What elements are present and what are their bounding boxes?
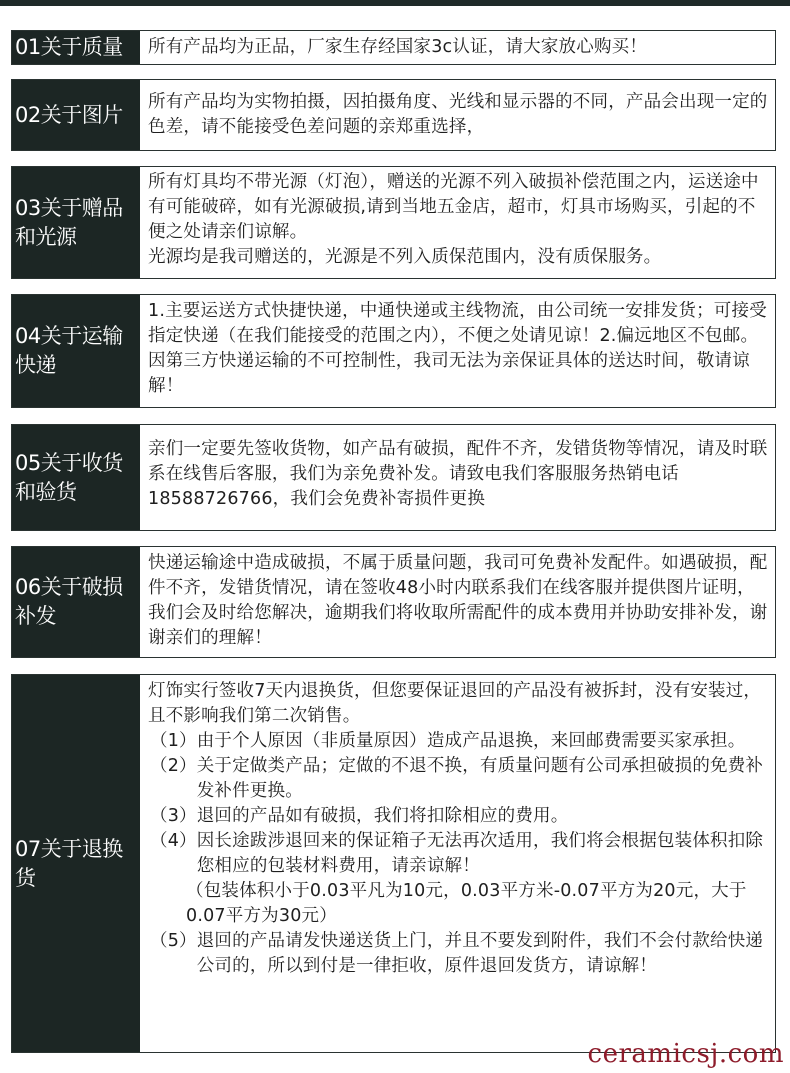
section-content	[140, 295, 775, 407]
section-text: 亲们一定要先签收货物，如产品有破损，配件不齐，发错货物等情况，请及时联系在线售后客服，我们为亲免费补发。请致电我们客服服务热销电话18588726766，我们会免费补寄损件更换	[148, 439, 768, 509]
list-item-text: 关于定做类产品；定做的不退不换，有质量问题有公司承担破损的免费补发补件更换。	[196, 756, 764, 801]
section-damage	[11, 546, 776, 658]
list-item-text: 由于个人原因（非质量原因）造成产品退换，来回邮费需要买家承担。	[196, 731, 746, 751]
list-item-text: 因长途跋涉退回来的保证箱子无法再次适用，我们将会根据包装体积扣除您相应的包装材料费用，请亲谅解！	[196, 831, 764, 876]
section-returns	[11, 674, 776, 1053]
section-content	[140, 547, 775, 657]
list-item	[148, 804, 769, 829]
list-item	[148, 754, 769, 804]
list-item-number: （2）	[150, 756, 197, 776]
list-item-number: （1）	[150, 731, 197, 751]
section-quality	[11, 30, 776, 65]
section-label: 02关于图片	[12, 80, 140, 150]
section-label: 05关于收货和验货	[12, 425, 140, 530]
section-label: 01关于质量	[12, 31, 140, 64]
list-item-number: （5）	[150, 931, 197, 951]
list-item-text: 退回的产品请发快递送货上门，并且不要发到附件，我们不会付款给快递公司的，所以到付是一律拒收，原件退回发货方，请谅解！	[196, 931, 764, 976]
list-item	[148, 729, 769, 754]
section-label: 07关于退换货	[12, 675, 140, 1052]
list-item	[148, 829, 769, 879]
section-content	[140, 425, 775, 530]
section-text: 所有产品均为实物拍摄，因拍摄角度、光线和显示器的不同，产品会出现一定的色差，请不能接受色差问题的亲郑重选择，	[148, 92, 768, 137]
watermark: ceramicsj.com	[587, 1039, 784, 1069]
section-label: 03关于赠品和光源	[12, 167, 140, 278]
section-text: 快递运输途中造成破损，不属于质量问题，我司可免费补发配件。如遇破损，配件不齐，发错货情况，请在签收48小时内联系我们在线客服并提供图片证明，我们会及时给您解决，逾期我们将收取所需配件的成本费用并协助安排补发，谢谢亲们的理解！	[148, 553, 768, 648]
section-receiving	[11, 424, 776, 531]
section-pictures	[11, 79, 776, 151]
section-text: 光源均是我司赠送的，光源是不列入质保范围内，没有质保服务。	[148, 247, 662, 267]
price-note: （包装体积小于0.03平凡为10元，0.03平方米-0.07平方为20元，大于0.07平方为30元）	[186, 881, 747, 926]
section-content	[140, 80, 775, 150]
section-shipping	[11, 294, 776, 408]
section-text: 所有产品均为正品，厂家生存经国家3c认证，请大家放心购买！	[148, 37, 648, 57]
list-item-number: （3）	[150, 806, 197, 826]
returns-intro: 灯饰实行签收7天内退换货，但您要保证退回的产品没有被拆封，没有安装过，且不影响我们第二次销售。	[148, 681, 762, 726]
list-item	[148, 929, 769, 979]
section-gifts-light	[11, 166, 776, 279]
section-text: 所有灯具均不带光源（灯泡），赠送的光源不列入破损补偿范围之内，运送途中有可能破碎，如有光源破损,请到当地五金店，超市，灯具市场购买，引起的不便之处请亲们谅解。	[148, 172, 759, 242]
section-content	[140, 31, 775, 64]
list-item-number: （4）	[150, 831, 197, 851]
section-label: 04关于运输快递	[12, 295, 140, 407]
list-item-text: 退回的产品如有破损，我们将扣除相应的费用。	[196, 806, 569, 826]
section-text: 1.主要运送方式快捷快递，中通快递或主线物流，由公司统一安排发货；可接受指定快递（在我们能接受的范围之内），不便之处请见谅！2.偏远地区不包邮。因第三方快递运输的不可控制性，我司无法为亲保证具体的送达时间，敬请谅解！	[148, 301, 767, 396]
top-bar	[0, 0, 790, 6]
section-content	[140, 167, 775, 278]
section-label: 06关于破损补发	[12, 547, 140, 657]
section-content	[140, 675, 775, 1052]
